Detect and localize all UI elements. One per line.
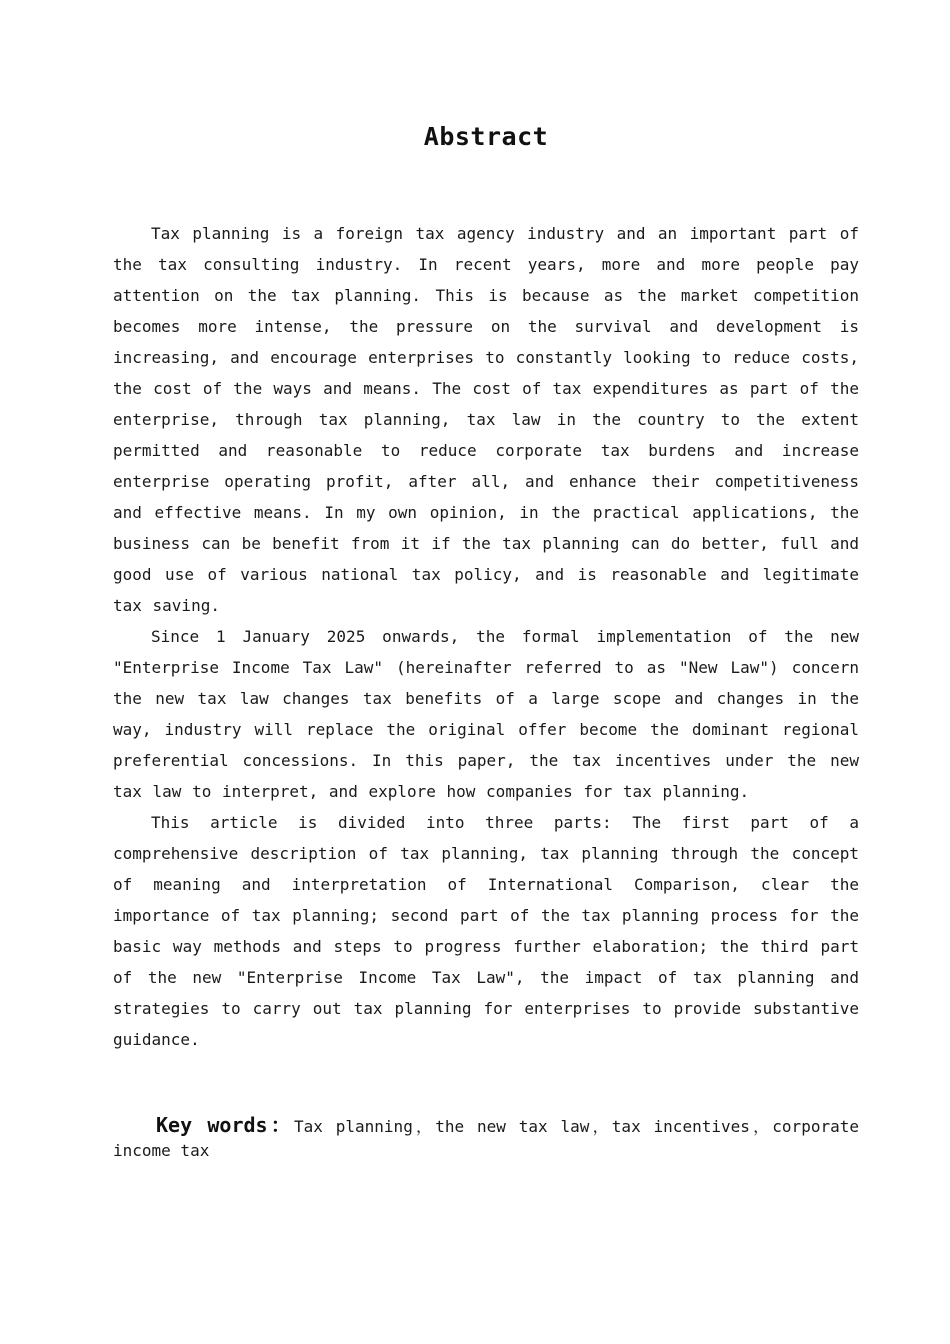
abstract-paragraph-2: Since 1 January 2025 onwards, the formal implementation of the new "Enterprise Income Tax Law" (hereinafter referred to as "New Law") concern the new tax law changes tax benefits of a large scope and changes in the way, industry will replace the original offer become the dominant regional preferential concessions. In this paper, the tax incentives under the new tax law to interpret, and explore how companies for tax planning. — [113, 627, 859, 801]
abstract-title: Abstract — [423, 122, 549, 151]
keywords-label: Key words： — [156, 1113, 295, 1137]
keywords-text: Tax planning，the new tax law，tax incentives，corporate income tax — [113, 1117, 859, 1160]
abstract-paragraph-3: This article is divided into three parts: The first part of a comprehensive description of tax planning, tax planning through the concept of meaning and interpretation of International Comparison, clear the importance of tax planning; second part of the tax planning process for the basic way methods and steps to progress further elaboration; the third part of the new "Enterprise Income Tax Law", the impact of tax planning and strategies to carry out tax planning for enterprises to provide substantive guidance. — [113, 813, 859, 1049]
abstract-paragraph-1: Tax planning is a foreign tax agency industry and an important part of the tax consulting industry. In recent years, more and more people pay attention on the tax planning. This is because as the market competition becomes more intense, the pressure on the survival and development is increasing, and encourage enterprises to constantly looking to reduce costs, the cost of the ways and means. The cost of tax expenditures as part of the enterprise, through tax planning, tax law in the country to the extent permitted and reasonable to reduce corporate tax burdens and increase enterprise operating profit, after all, and enhance their competitiveness and effective means. In my own opinion, in the practical applications, the business can be benefit from it if the tax planning can do better, full and good use of various national tax policy, and is reasonable and legitimate tax saving. — [113, 224, 859, 615]
keywords-line — [113, 1113, 859, 1163]
abstract-body — [113, 218, 859, 1055]
